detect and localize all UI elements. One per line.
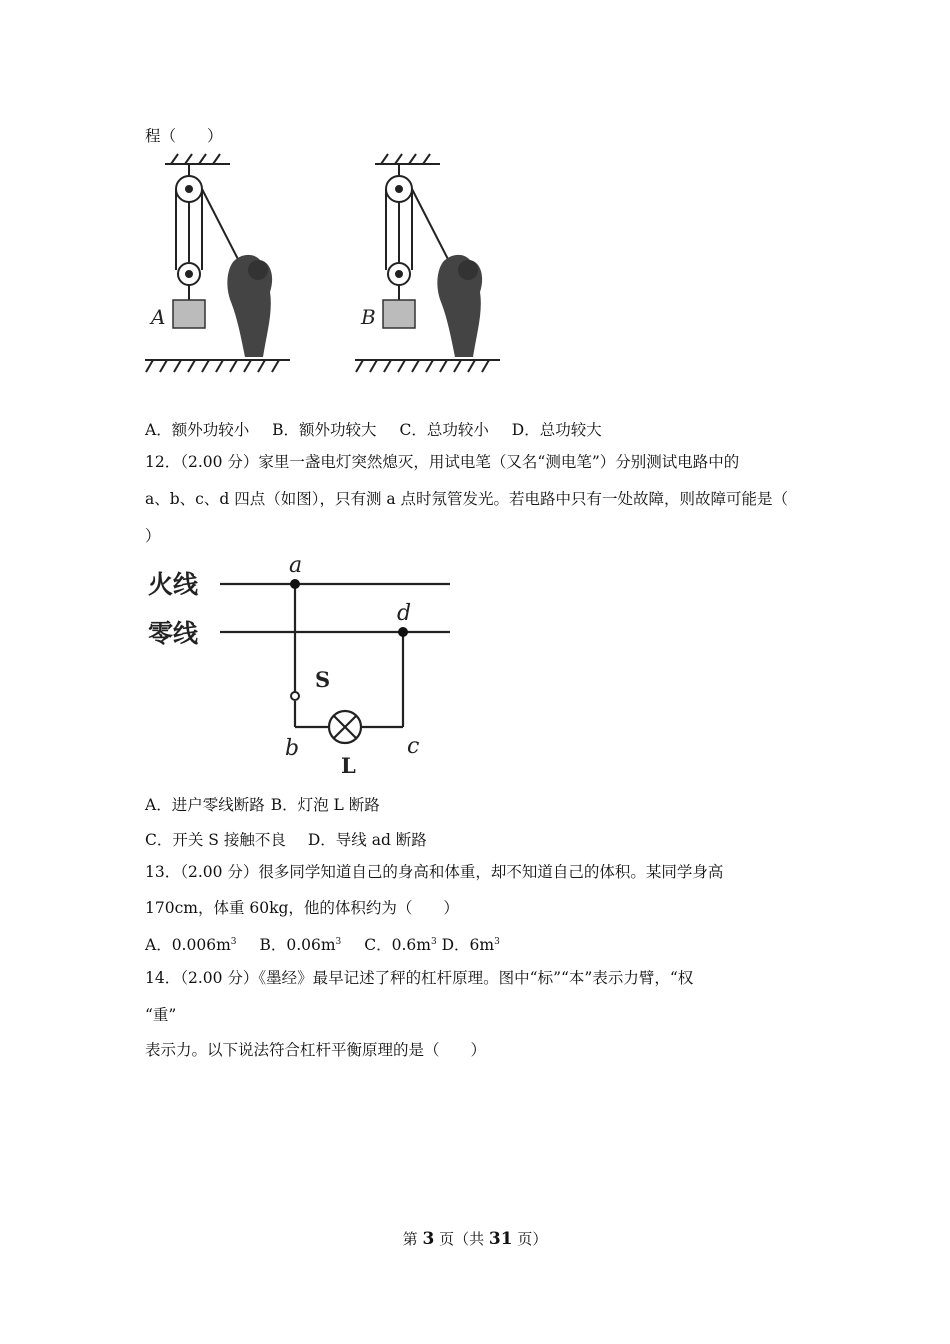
q11-option-d: D．总功较大: [511, 421, 602, 439]
q13-option-c: C．$0.6m^3$: [364, 936, 437, 954]
pulley-label-b: B: [361, 305, 376, 329]
q13-stem-line2: 170cm，体重 60kg，他的体积约为（ ）: [145, 899, 459, 917]
q12-option-d: D．导线 ad 断路: [307, 831, 427, 849]
q12-option-a: A．进户零线断路: [145, 796, 265, 814]
lamp-label: L: [341, 753, 356, 778]
q12-option-b: B．灯泡 L 断路: [270, 796, 380, 814]
page-footer: 第 3 页（共 31 页）: [402, 1229, 548, 1249]
q11-option-b: B．额外功较大: [272, 421, 377, 439]
switch-label: S: [315, 667, 331, 692]
q11-option-c: C．总功较小: [399, 421, 489, 439]
pulley-figure-b: [355, 152, 505, 380]
circuit-diagram: [145, 555, 465, 780]
q13-option-a: A．$0.006m^3$: [145, 936, 237, 954]
q12-options-row2: [145, 828, 445, 850]
q12-stem-line2: a、b、c、d 四点（如图），只有测 a 点时氖管发光。若电路中只有一处故障，则故障可能是（: [145, 490, 789, 508]
q12-options-row1: [145, 793, 398, 815]
point-c-label: c: [407, 734, 420, 759]
pulley-figure-a: [145, 152, 295, 380]
q13-stem-line1: 13．（2.00 分）很多同学知道自己的身高和体重，却不知道自己的体积。某同学身高: [145, 863, 724, 881]
q11-options: [145, 418, 620, 440]
total-page-number: 31: [488, 1229, 513, 1249]
q13-options: [145, 933, 518, 955]
q14-stem-line3: 表示力。以下说法符合杠杆平衡原理的是（ ）: [145, 1041, 487, 1059]
q12-stem-line3: ）: [145, 527, 161, 545]
q14-stem-line1: 14．（2.00 分）《墨经》最早记述了秤的杠杆原理。图中“标”“本”表示力臂，“权: [145, 969, 694, 987]
question-fragment: 程（ ）: [145, 127, 223, 145]
live-wire-label: 火线: [148, 570, 199, 599]
q13-option-d: D．$6m^3$: [441, 936, 500, 954]
q13-option-b: B．$0.06m^3$: [259, 936, 342, 954]
point-b-label: b: [285, 736, 300, 761]
neutral-wire-label: 零线: [148, 619, 199, 648]
current-page-number: 3: [422, 1229, 435, 1249]
pulley-label-a: A: [151, 305, 166, 329]
q12-stem-line1: 12．（2.00 分）家里一盏电灯突然熄灭，用试电笔（又名“测电笔”）分别测试电路中的: [145, 453, 740, 471]
q14-stem-line2: “重”: [145, 1006, 177, 1024]
point-a-label: a: [289, 555, 303, 578]
q11-option-a: A．额外功较小: [145, 421, 250, 439]
point-d-label: d: [397, 601, 412, 626]
q12-option-c: C．开关 S 接触不良: [145, 831, 286, 849]
